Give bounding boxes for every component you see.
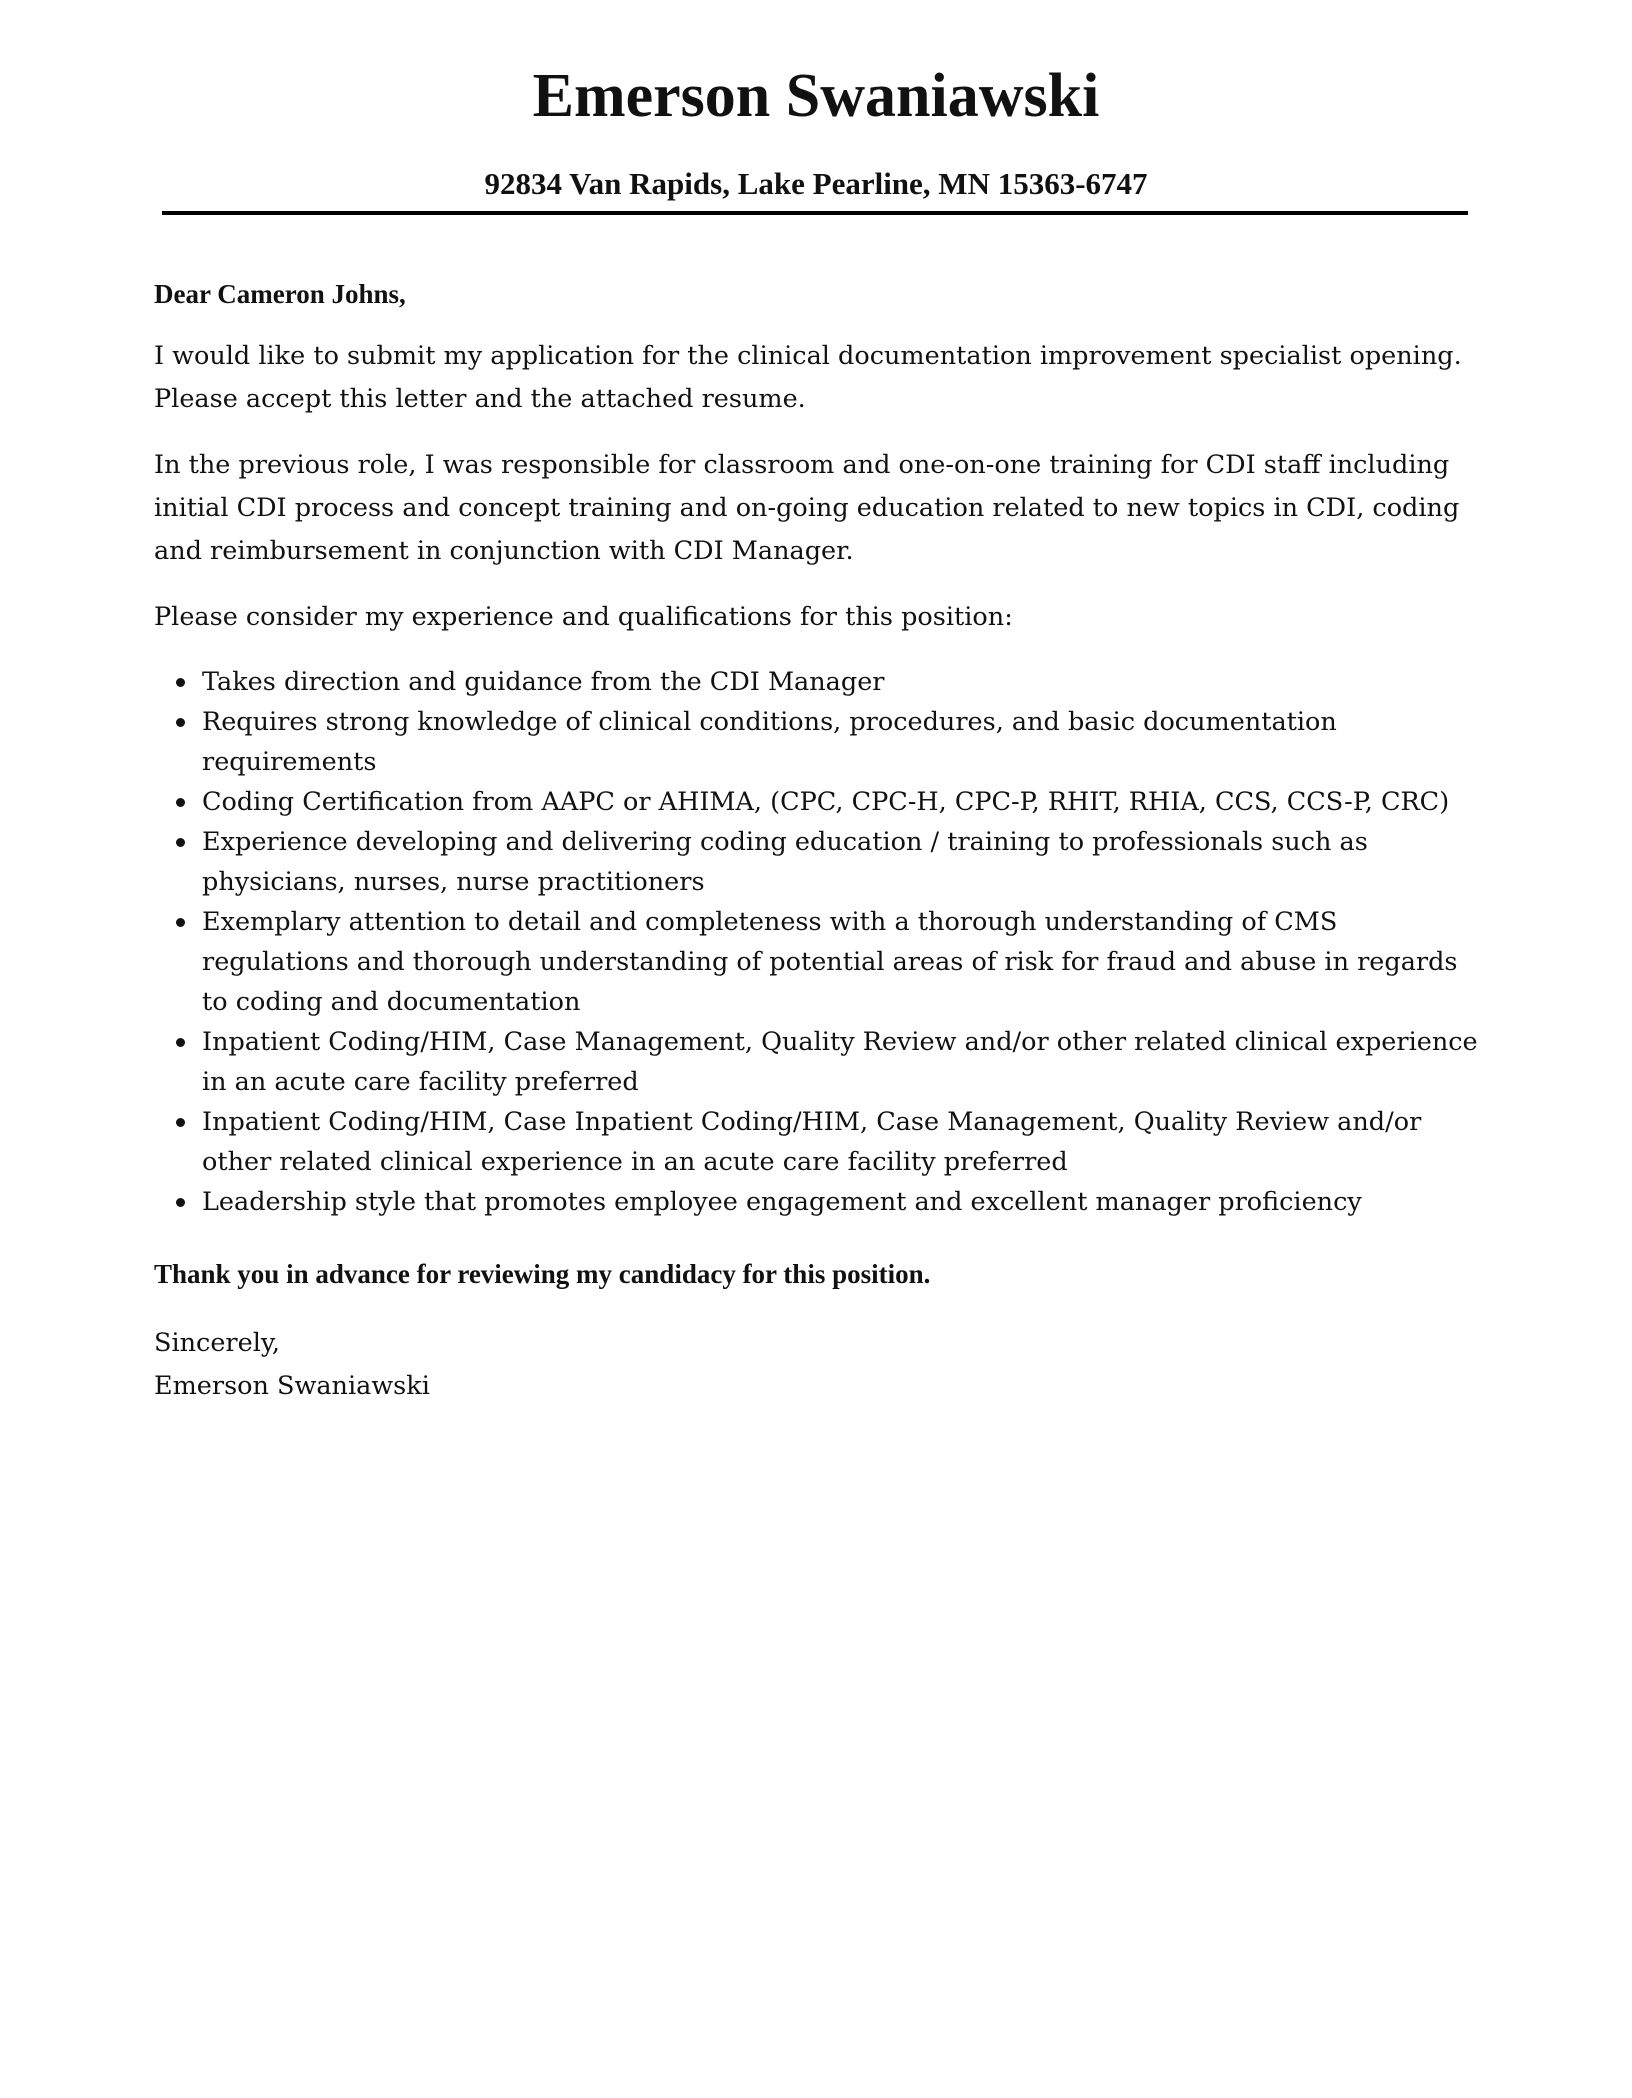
list-item: [154, 662, 1484, 702]
list-item-text: Experience developing and delivering coding education / training to professionals such as physicians, nurses, nurse practitioners: [202, 827, 1368, 897]
list-item-text: Inpatient Coding/HIM, Case Management, Quality Review and/or other related clinical experience in an acute care facility preferred: [202, 1027, 1478, 1097]
applicant-name: Emerson Swaniawski: [532, 62, 1100, 130]
applicant-address: 92834 Van Rapids, Lake Pearline, MN 15363-6747: [484, 166, 1148, 201]
signoff: Sincerely,: [154, 1328, 280, 1358]
qualifications-list: [154, 662, 1484, 1222]
list-item: [154, 902, 1484, 1022]
bullet-icon: [176, 798, 185, 807]
bullet-icon: [176, 1198, 185, 1207]
list-item-text: Exemplary attention to detail and completeness with a thorough understanding of CMS regulations and thorough understanding of potential areas of risk for fraud and abuse in regards to coding and documentation: [202, 907, 1458, 1017]
list-item: [154, 1102, 1484, 1182]
header-divider: [162, 211, 1468, 215]
bullet-icon: [176, 838, 185, 847]
bullet-icon: [176, 1118, 185, 1127]
list-item-text: Leadership style that promotes employee engagement and excellent manager proficiency: [202, 1187, 1362, 1217]
bullet-icon: [176, 678, 185, 687]
list-item: [154, 702, 1484, 782]
signature-name: Emerson Swaniawski: [154, 1371, 430, 1401]
bullet-icon: [176, 718, 185, 727]
intro-paragraph: I would like to submit my application for the clinical documentation improvement specialist opening. Please accept this letter and the attached resume.: [154, 341, 1462, 414]
list-item-text: Inpatient Coding/HIM, Case Inpatient Coding/HIM, Case Management, Quality Review and/or other related clinical experience in an acute care facility preferred: [202, 1107, 1422, 1177]
list-item-text: Requires strong knowledge of clinical conditions, procedures, and basic documentation requirements: [202, 707, 1337, 777]
closing-statement: Thank you in advance for reviewing my candidacy for this position.: [154, 1259, 931, 1289]
qualifications-lead-in: Please consider my experience and qualifications for this position:: [154, 602, 1013, 632]
list-item: [154, 782, 1484, 822]
experience-paragraph: In the previous role, I was responsible for classroom and one-on-one training for CDI staff including initial CDI process and concept training and on-going education related to new topics in CDI, coding and reimbursement in conjunction with CDI Manager.: [154, 450, 1460, 566]
list-item-text: Coding Certification from AAPC or AHIMA, (CPC, CPC-H, CPC-P, RHIT, RHIA, CCS, CCS-P, CRC): [202, 787, 1450, 817]
list-item-text: Takes direction and guidance from the CDI Manager: [202, 667, 885, 697]
bullet-icon: [176, 918, 185, 927]
list-item: [154, 822, 1484, 902]
letter-body: [154, 274, 1484, 1408]
bullet-icon: [176, 1038, 185, 1047]
salutation: Dear Cameron Johns,: [154, 279, 406, 309]
list-item: [154, 1022, 1484, 1102]
list-item: [154, 1182, 1484, 1222]
